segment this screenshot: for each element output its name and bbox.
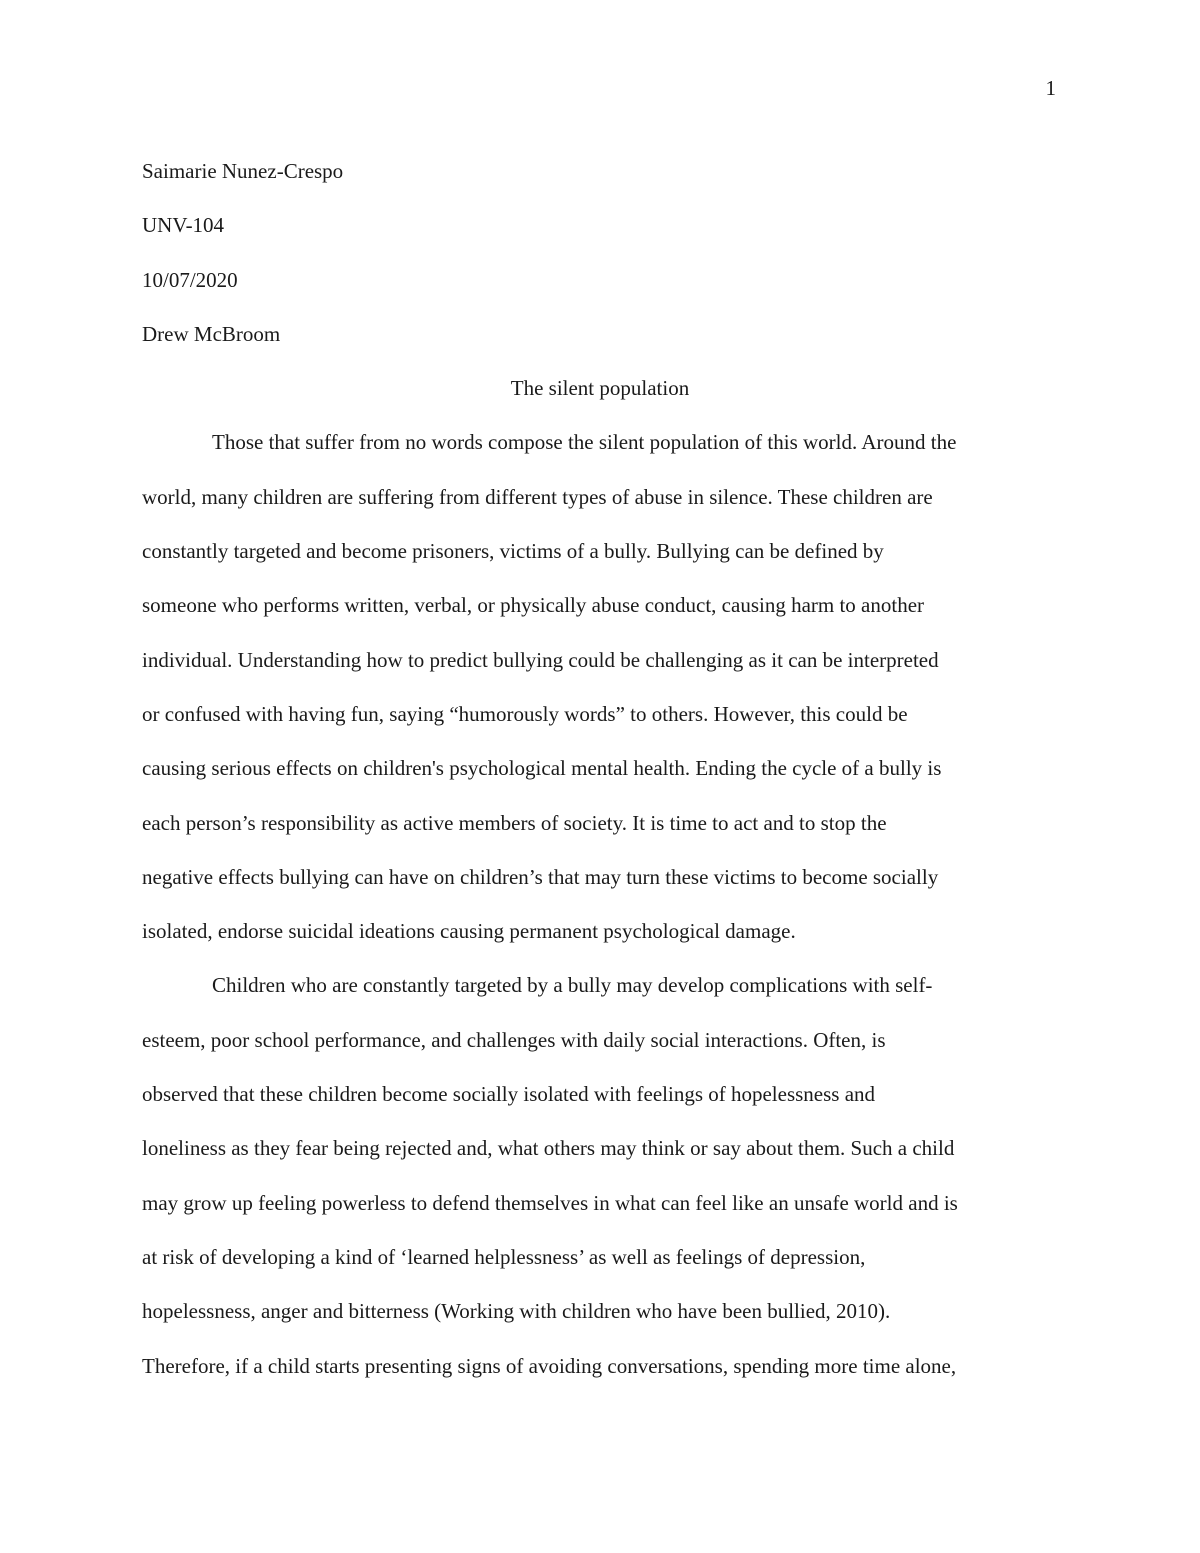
paragraph-line: may grow up feeling powerless to defend themselves in what can feel like an unsafe world and is (142, 1190, 958, 1215)
paragraph-line: negative effects bullying can have on children’s that may turn these victims to become socially (142, 864, 939, 889)
paragraph-2 (142, 958, 1058, 1392)
paragraph-line: Therefore, if a child starts presenting signs of avoiding conversations, spending more time alone, (142, 1353, 957, 1378)
document-title: The silent population (510, 376, 690, 401)
document-date: 10/07/2020 (142, 267, 238, 292)
paragraph-line: loneliness as they fear being rejected and, what others may think or say about them. Such a child (142, 1136, 955, 1161)
paragraph-line: each person’s responsibility as active members of society. It is time to act and to stop the (142, 810, 887, 835)
paragraph-line: esteem, poor school performance, and challenges with daily social interactions. Often, is (142, 1027, 886, 1052)
paragraph-line: Those that suffer from no words compose the silent population of this world. Around the (212, 430, 957, 455)
paragraph-line: observed that these children become socially isolated with feelings of hopelessness and (142, 1082, 876, 1107)
course-code: UNV-104 (142, 213, 225, 238)
document-body (142, 144, 1058, 1393)
author-name: Saimarie Nunez-Crespo (142, 159, 344, 183)
paragraph-line: someone who performs written, verbal, or physically abuse conduct, causing harm to another (142, 593, 925, 618)
paragraph-line: isolated, endorse suicidal ideations causing permanent psychological damage. (142, 919, 796, 944)
instructor-name: Drew McBroom (142, 321, 281, 346)
paragraph-line: causing serious effects on children's psychological mental health. Ending the cycle of a bully is (142, 756, 942, 781)
paragraph-line: world, many children are suffering from different types of abuse in silence. These children are (142, 484, 933, 509)
page-number: 1 (1045, 76, 1056, 100)
paragraph-line: individual. Understanding how to predict bullying could be challenging as it can be interpreted (142, 647, 939, 672)
paragraph-1 (142, 415, 1058, 958)
paragraph-line: hopelessness, anger and bitterness (Working with children who have been bullied, 2010). (142, 1299, 891, 1324)
paragraph-line: constantly targeted and become prisoners, victims of a bully. Bullying can be defined by (142, 539, 884, 564)
paragraph-line: at risk of developing a kind of ‘learned helplessness’ as well as feelings of depression, (142, 1244, 866, 1269)
paragraph-line: Children who are constantly targeted by a bully may develop complications with self- (212, 973, 933, 998)
paragraph-line: or confused with having fun, saying “humorously words” to others. However, this could be (142, 701, 908, 726)
